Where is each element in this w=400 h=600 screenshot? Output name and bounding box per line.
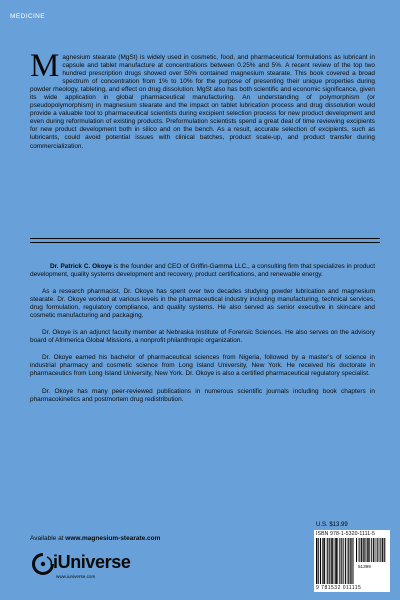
barcode-bar: [382, 538, 383, 562]
barcode-bar: [345, 538, 346, 584]
barcode-bar: [343, 538, 344, 584]
bio-paragraph: [30, 263, 375, 279]
barcode-bar: [354, 538, 355, 584]
ean5-digits: 51399: [358, 564, 371, 569]
barcode-bar: [380, 538, 381, 562]
synopsis-text: agnesium stearate (MgSt) is widely used in cosmetic, food, and pharmaceutical formulations as lubricant in capsule and tablet manufacture at concentrations between 0.25% and 5%. A recent review of the top two hundred prescription drugs showed over 50% contained magnesium stearate. This book covered a broad spectrum of concentration from 1% to 10% for the purpose of presenting their unique properties during powder rheology, tableting, and effect on drug dissolution. MgSt also has both scientific and economic significance, given its wide application in global pharmaceutical manufacturing. An understanding of polymorphism (or pseudopolymorphism) in magnesium stearate and the impact on tablet lubrication process and drug dissolution would provide a valuable tool to pharmaceutical scientists during excipient selection process for new product development and even during reformulation of existing products. Preformulation scientists spend a great deal of time reviewing excipients for new product development both in silico and on the bench. As a result, accurate selection of excipients, such as lubricants, could avoid potential issues with clinical batches, product scale-up, and product transfer during commercialization.: [30, 54, 375, 150]
barcode-bar: [348, 538, 349, 584]
barcode-bar: [363, 538, 364, 562]
barcode-bar: [336, 538, 337, 584]
barcode-bar: [352, 538, 353, 584]
ean13-barcode-bars: [316, 538, 354, 584]
bio-paragraph: Dr. Okoye earned his bachelor of pharmaceutical sciences from Nigeria, followed by a master's of science in industrial pharmacy and cosmetic science from Long Island University, New York. He received his doctorate in pharmaceutics from Long Island University, New York. Dr. Okoye is also a certified pharmaceutical regulatory specialist.: [30, 354, 375, 378]
barcode-bar: [350, 538, 351, 584]
ean5-barcode-bars: [356, 538, 386, 562]
synopsis: [30, 48, 375, 151]
barcode-bar: [341, 538, 342, 584]
barcode-bar: [384, 538, 385, 562]
barcode-bar: [356, 538, 357, 562]
isbn: ISBN 978-1-5320-1111-5: [316, 531, 376, 537]
available-at: [30, 535, 160, 542]
barcode-bar: [364, 538, 365, 562]
barcode-bar: [335, 538, 336, 584]
barcode-bar: [316, 538, 317, 584]
barcode-bar: [359, 538, 360, 562]
barcode-bar: [367, 538, 368, 562]
publisher-url: www.iuniverse.com: [56, 574, 96, 579]
website-link[interactable]: www.magnesium-stearate.com: [65, 535, 161, 542]
bio-text: is the founder and CEO of Griffin-Gamma LLC., a consulting firm that specializes in product development, quality systems development and recovery, product certifications, and renewable energy.: [30, 263, 376, 279]
bio-paragraph: Dr. Okoye has many peer-reviewed publications in numerous scientific journals including book chapters in pharmacokinetics and postmortem drug redistribution.: [30, 387, 375, 403]
barcode-bar: [320, 538, 321, 584]
barcode-bar: [331, 538, 332, 584]
barcode-bar: [327, 538, 328, 584]
barcode-bar: [339, 538, 340, 584]
barcode: [314, 530, 390, 592]
ean13-digits: 9 781532 011115: [316, 585, 362, 591]
barcode-bar: [318, 538, 319, 584]
barcode-bar: [371, 538, 372, 562]
barcode-bar: [368, 538, 369, 562]
barcode-bar: [332, 538, 333, 584]
barcode-bar: [324, 538, 325, 584]
barcode-bar: [323, 538, 324, 584]
publisher-logo: [32, 553, 142, 587]
author-bio: [30, 263, 375, 413]
publisher-name: iUniverse: [53, 552, 131, 572]
iuniverse-swirl-icon: [32, 553, 54, 575]
divider-line: [30, 242, 380, 243]
bio-paragraph: Dr. Okoye is an adjunct faculty member at Nebraska Institute of Forensic Sciences. He also serves on the advisory board of Afrimerica Global Missions, a nonprofit philanthropic organization.: [30, 329, 375, 345]
barcode-bar: [329, 538, 330, 584]
barcode-bar: [373, 538, 374, 562]
dropcap: M: [30, 48, 60, 84]
price: U.S. $13.99: [316, 522, 348, 528]
available-prefix: Available at: [30, 535, 66, 542]
barcode-bar: [377, 538, 378, 562]
barcode-bar: [376, 538, 377, 562]
category-label: MEDICINE: [10, 13, 45, 20]
divider-line: [30, 238, 380, 239]
barcode-bar: [361, 538, 362, 562]
bio-paragraph: As a research pharmacist, Dr. Okoye has spent over two decades studying powder lubrication and magnesium stearate. Dr. Okoye worked at various levels in the pharmaceutical industry including manufacturing, technical services, drug formulation, regulatory compliance, and quality systems. He also served as senior executive in skincare and cosmetic manufacturing and packaging.: [30, 288, 375, 320]
author-name: Dr. Patrick C. Okoye: [50, 263, 112, 270]
